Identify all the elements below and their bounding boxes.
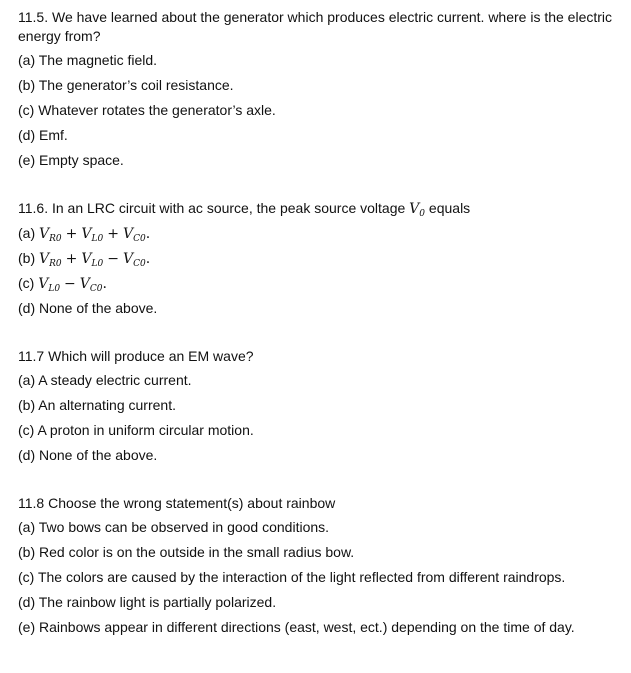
option-c: (c) The colors are caused by the interaction of the light reflected from different raindrops. — [18, 569, 566, 585]
option-d: (d) None of the above. — [18, 300, 158, 316]
option-e: (e) Empty space. — [18, 152, 124, 168]
option-a: (a) The magnetic field. — [18, 52, 158, 68]
section-gap — [18, 471, 618, 494]
option-d: (d) The rainbow light is partially polarized. — [18, 594, 277, 610]
option-a: (a) Two bows can be observed in good conditions. — [18, 519, 330, 535]
question-prompt: 11.8 Choose the wrong statement(s) about rainbow — [18, 495, 336, 511]
question-11-6 — [18, 199, 618, 318]
option-c: (c) $V_{L0} - V_{C0}$. — [18, 275, 107, 294]
question-11-8 — [18, 494, 618, 637]
prompt-text: 11.6. In an LRC circuit with ac source, the peak source voltage — [18, 200, 406, 216]
question-prompt — [18, 199, 618, 219]
question-11-5 — [18, 8, 618, 170]
section-gap — [18, 324, 618, 347]
option-d: (d) None of the above. — [18, 447, 158, 463]
option-b: (b) An alternating current. — [18, 397, 176, 413]
option-a: (a) $V_{R0} + V_{L0} + V_{C0}$. — [18, 225, 151, 244]
question-sheet — [18, 8, 618, 643]
question-11-7 — [18, 347, 618, 465]
question-prompt: 11.7 Which will produce an EM wave? — [18, 348, 254, 364]
question-prompt: 11.5. We have learned about the generator which produces electric current. where is the electric energy from? — [18, 9, 613, 44]
option-c: (c) A proton in uniform circular motion. — [18, 422, 254, 438]
section-gap — [18, 176, 618, 199]
option-b: (b) The generator’s coil resistance. — [18, 77, 234, 93]
option-a: (a) A steady electric current. — [18, 372, 192, 388]
peak-voltage-symbol: $V_0$ — [409, 201, 426, 219]
option-d: (d) Emf. — [18, 127, 68, 143]
option-b: (b) $V_{R0} + V_{L0} - V_{C0}$. — [18, 250, 151, 269]
option-b: (b) Red color is on the outside in the small radius bow. — [18, 544, 355, 560]
option-c: (c) Whatever rotates the generator’s axle. — [18, 102, 276, 118]
option-e: (e) Rainbows appear in different directions (east, west, ect.) depending on the time of day. — [18, 619, 575, 635]
prompt-text-end: equals — [428, 200, 471, 216]
